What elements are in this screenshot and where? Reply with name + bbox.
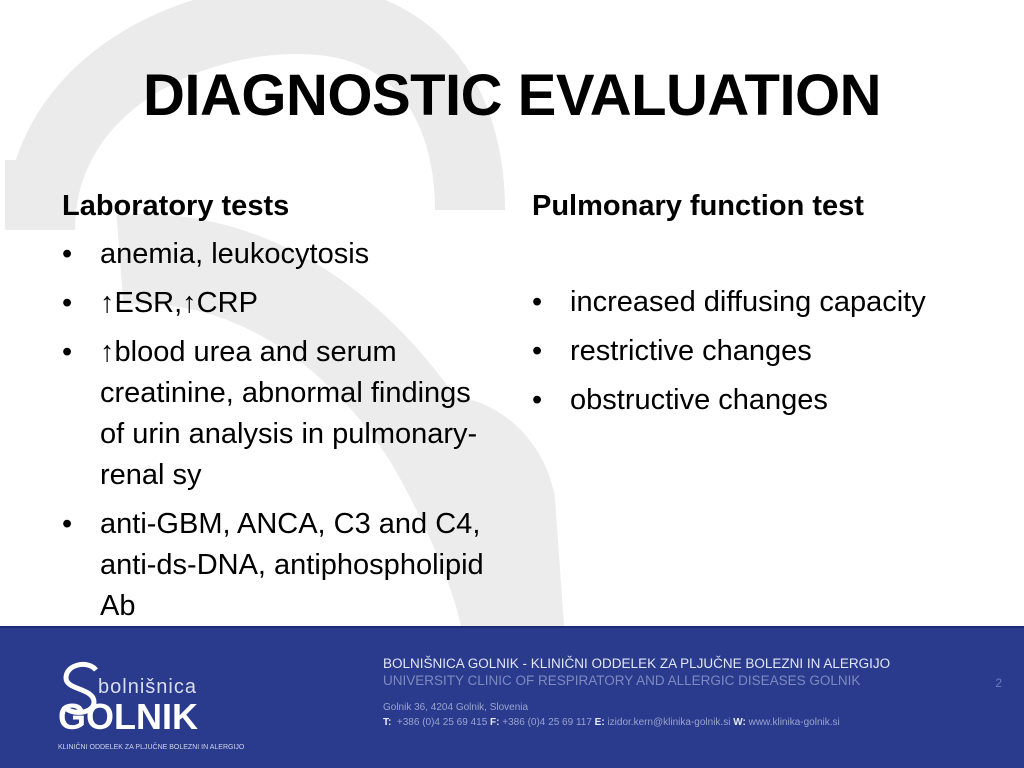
bullet: • (532, 286, 543, 318)
list-item: • ↑blood urea and serum creatinine, abnormal findings of urin analysis in pulmonary-renal sy (62, 332, 502, 496)
institution-info (383, 656, 1003, 728)
laboratory-tests-heading: Laboratory tests (62, 190, 290, 222)
logo-text-small: bolnišnica (98, 676, 197, 698)
list-item: • anemia, leukocytosis (62, 234, 502, 275)
logo-tagline: KLINIČNI ODDELEK ZA PLJUČNE BOLEZNI IN ALERGIJO (58, 744, 245, 751)
pulmonary-function-heading: Pulmonary function test (532, 190, 864, 222)
phone: +386 (0)4 25 69 415 (396, 717, 488, 728)
footer-bar (0, 626, 1024, 768)
list-item: • obstructive changes (532, 380, 992, 421)
bullet: • (532, 335, 543, 367)
institution-name-english: UNIVERSITY CLINIC OF RESPIRATORY AND ALLERGIC DISEASES GOLNIK (383, 673, 861, 688)
slide-title: DIAGNOSTIC EVALUATION (142, 63, 882, 128)
laboratory-tests-list (62, 234, 502, 627)
fax: +386 (0)4 25 69 117 (502, 717, 592, 728)
list-item: • anti-GBM, ANCA, C3 and C4, anti-ds-DNA, antiphospholipid Ab (62, 504, 502, 627)
bullet: • (62, 336, 73, 368)
list-item: • restrictive changes (532, 331, 992, 372)
bullet: • (62, 238, 73, 270)
list-item: • ↑ESR,↑CRP (62, 283, 502, 324)
page-number: 2 (995, 676, 1002, 690)
pulmonary-function-column (532, 188, 992, 429)
email-link[interactable]: izidor.kern@klinika-golnik.si (607, 717, 731, 728)
pulmonary-function-list (532, 282, 992, 421)
bullet: • (62, 508, 73, 540)
golnik-logo (58, 656, 245, 756)
list-item: • increased diffusing capacity (532, 282, 992, 323)
website-link[interactable]: www.klinika-golnik.si (748, 717, 840, 728)
bullet: • (532, 384, 543, 416)
institution-address: Golnik 36, 4204 Golnik, Slovenia (383, 702, 529, 713)
contact-line: T: +386 (0)4 25 69 415 F: +386 (0)4 25 69 117 E: izidor.kern@klinika-golnik.si W: www.klinika-golnik.si (383, 717, 840, 728)
institution-name-slovene: BOLNIŠNICA GOLNIK - KLINIČNI ODDELEK ZA PLJUČNE BOLEZNI IN ALERGIJO (383, 656, 891, 671)
logo-text-big: GOLNIK (58, 696, 198, 737)
laboratory-tests-column (62, 188, 502, 635)
bullet: • (62, 287, 73, 319)
